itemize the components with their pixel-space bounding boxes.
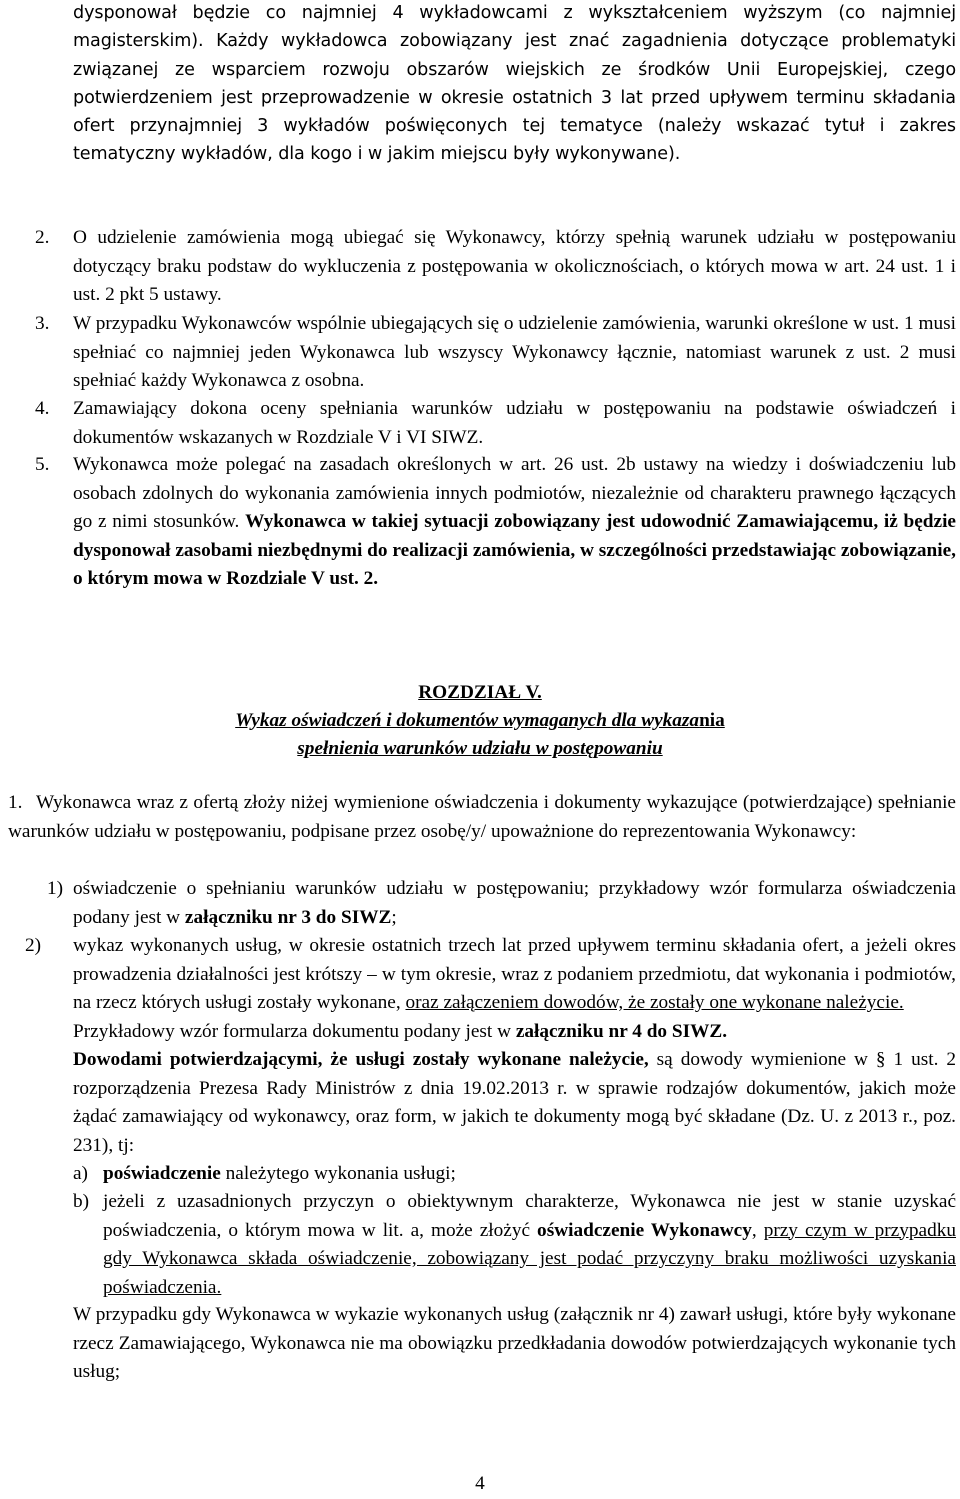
sub2-proof-paragraph — [73, 1046, 956, 1160]
sub-item-number: 1) — [47, 878, 64, 899]
sub-a-text — [103, 1160, 956, 1189]
sub2-line2-text: Przykładowy wzór formularza dokumentu podany jest w — [73, 1020, 516, 1042]
chapter-title — [0, 679, 960, 708]
item-text — [73, 451, 956, 594]
item-number: 5. — [35, 454, 50, 475]
sub-item-number: 2) — [25, 935, 42, 956]
sub-b-text-1: jeżeli z uzasadnionych przyczyn o obiektywnym charakterze, Wykonawca nie jest w stanie uzyskać poświadczenia, o którym mowa w lit. a, może złożyć — [103, 1191, 956, 1241]
sub2-line2-bold: załączniku nr 4 do SIWZ. — [515, 1020, 728, 1042]
sub-a-bold: poświadczenie — [103, 1163, 221, 1184]
item-text: Zamawiający dokona oceny spełniania warunków udziału w postępowaniu na podstawie oświadczeń i dokumentów wskazanych w Rozdziale V i VI SIWZ. — [73, 398, 956, 448]
sub2-template-line — [73, 1018, 956, 1047]
item5-text: Wykonawca może polegać na zasadach określonych w art. 26 ust. 2b ustawy na wiedzy i doświadczeniu lub osobach zdolnych do wykonania zamówienia innych podmiotów, niezależnie od charakteru prawnego łączących go z nimi stosunków. — [73, 454, 956, 532]
intro-paragraph — [73, 0, 956, 169]
page-number: 4 — [475, 1473, 485, 1494]
sub2-underlined: oraz załączeniem dowodów, że zostały one wykonane należycie. — [405, 992, 904, 1013]
sub2-proof-bold: Dowodami potwierdzającymi, że usługi zostały wykonane należycie, — [73, 1049, 649, 1070]
chapter-title-text: ROZDZIAŁ V. — [418, 682, 542, 703]
sub-a-rest: należytego wykonania usługi; — [220, 1163, 456, 1184]
item-number: 4. — [35, 398, 50, 419]
section-text: Wykonawca wraz z ofertą złoży niżej wymienione oświadczenia i dokumenty wykazujące (potwierdzające) spełnianie warunków udziału w postępowaniu, podpisane przez osobę/y/ upoważnione do reprezentowania Wykonawcy: — [8, 792, 956, 842]
item-text: W przypadku Wykonawców wspólnie ubiegających się o udzielenie zamówienia, warunki określone w ust. 1 musi spełniać co najmniej jeden Wykonawca lub wszyscy Wykonawcy łącznie, natomiast warunek z ust. 2 musi spełniać każdy Wykonawca z osobna. — [73, 313, 956, 391]
sub-item-2 — [25, 932, 956, 1160]
sub1-end: ; — [391, 906, 397, 928]
sub-b-underlined: przy czym w przypadku gdy Wykonawca składa oświadczenie, zobowiązany jest podać przyczyny braku możliwości uzyskania poświadczenia. — [103, 1219, 957, 1298]
sub-b-comma: , — [751, 1219, 764, 1241]
item-text: O udzielenie zamówienia mogą ubiegać się Wykonawcy, którzy spełnią warunek udziału w postępowaniu dotyczący braku podstaw do wykluczenia z postępowania w okolicznościach, o których mowa w art. 24 ust. 1 i ust. 2 pkt 5 ustawy. — [73, 227, 956, 305]
item5-bold-text: Wykonawca w takiej sytuacji zobowiązany jest udowodnić Zamawiającemu, iż będzie dysponował zasobami niezbędnymi do realizacji zamówienia, w szczególności przedstawiając zobowiązanie, o którym mowa w Rozdziale V ust. 2. — [73, 511, 956, 589]
sub2-text: wykaz wykonanych usług, w okresie ostatnich trzech lat przed upływem terminu składania ofert, a jeżeli okres prowadzenia działalności jest krótszy – w tym okresie, wraz z podaniem przedmiotu, dat wykonania i podmiotów, na rzecz których usługi zostały wykonane, — [73, 935, 956, 1013]
chapter-subtitle-line2 — [0, 735, 960, 764]
list-item-3 — [35, 310, 956, 396]
list-item-4 — [35, 395, 956, 452]
sub-item-text — [73, 875, 956, 932]
chapter-subtitle-line1 — [0, 707, 960, 736]
sub-item-b — [73, 1188, 956, 1302]
item-number: 3. — [35, 313, 50, 334]
sub1-bold: załączniku nr 3 do SIWZ — [184, 906, 392, 928]
item-number: 2. — [35, 227, 50, 248]
chapter-subtitle-2: spełnienia warunków udziału w postępowaniu — [297, 738, 663, 759]
sub-b-bold: oświadczenie Wykonawcy — [537, 1219, 752, 1241]
sub1-text: oświadczenie o spełnianiu warunków udziału w postępowaniu; przykładowy wzór formularza oświadczenia podany jest w — [73, 878, 956, 928]
intro-part1: dysponował będzie co najmniej 4 wykładowcami z wykształceniem wyższym (co najmniej magisterskim). — [73, 3, 956, 52]
sub-item-a — [73, 1160, 956, 1189]
list-item-2 — [35, 224, 956, 310]
chapter-subtitle-italic: Wykaz oświadczeń i dokumentów wymaganych dla wykaza — [235, 710, 700, 731]
sub2-paragraph — [73, 932, 956, 1018]
chapter-subtitle-rest: nia — [699, 710, 725, 731]
closing-paragraph: W przypadku gdy Wykonawca w wykazie wykonanych usług (załącznik nr 4) zawarł usługi, które były wykonane rzecz Zamawiającego, Wykonawca nie ma obowiązku przedkładania dowodów potwierdzających wykonanie tych usług; — [73, 1304, 956, 1382]
sub-item-letter: a) — [73, 1163, 88, 1184]
sub-b-text — [103, 1188, 956, 1302]
sub2-proof-text: są dowody wymienione w § 1 ust. 2 rozporządzenia Prezesa Rady Ministrów z dnia 19.02.2013 r. w sprawie rodzajów dokumentów, jakich może żądać zamawiający od wykonawcy, oraz form, w jakich te dokumenty mogą być składane (Dz. U. z 2013 r., poz. 231), tj: — [73, 1049, 956, 1156]
list-item-5 — [35, 451, 956, 594]
section-1 — [8, 789, 956, 846]
section-number: 1. — [8, 792, 23, 813]
intro-part2: Każdy wykładowca zobowiązany jest znać zagadnienia dotyczące problematyki związanej ze wsparciem rozwoju obszarów wiejskich ze środków Unii Europejskiej, czego potwierdzeniem jest przeprowadzenie w okresie ostatnich 3 lat przed upływem terminu składania ofert przynajmniej 3 wykładów poświęconych tej tematyce (należy wskazać tytuł i zakres tematyczny wykładów, dla kogo i w jakim miejscu były wykonywane). — [73, 31, 956, 165]
sub-item-letter: b) — [73, 1191, 90, 1212]
sub-item-1 — [35, 875, 956, 932]
